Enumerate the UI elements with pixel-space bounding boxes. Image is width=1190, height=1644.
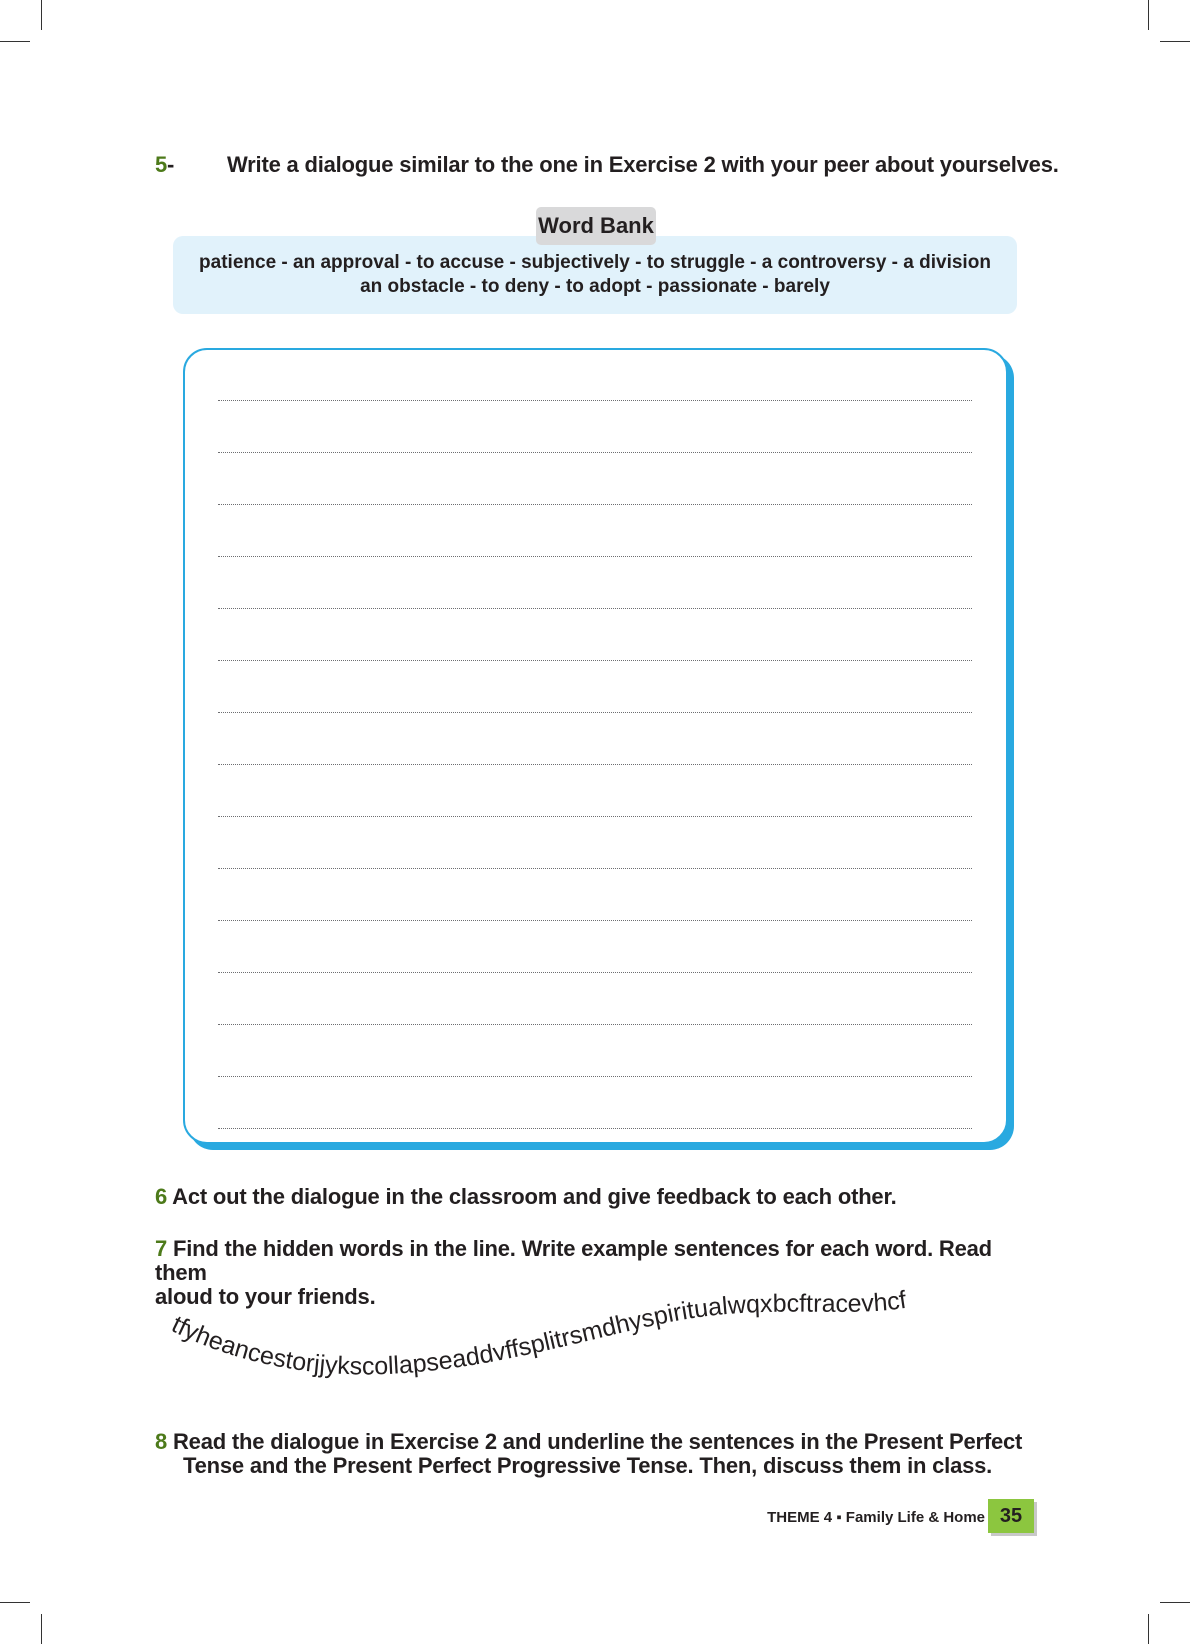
word-bank-line: patience - an approval - to accuse - subjectively - to struggle - a controversy - a division [199, 252, 991, 273]
exercise-number: 6 [155, 1184, 168, 1209]
writing-line[interactable] [218, 556, 972, 557]
writing-line[interactable] [218, 1128, 972, 1129]
writing-line[interactable] [218, 1024, 972, 1025]
writing-line[interactable] [218, 608, 972, 609]
writing-line[interactable] [218, 764, 972, 765]
crop-mark [41, 0, 42, 30]
writing-line[interactable] [218, 920, 972, 921]
exercise-instruction: Find the hidden words in the line. Write example sentences for each word. Read them [155, 1236, 992, 1285]
exercise-6 [155, 1185, 1055, 1209]
writing-area[interactable] [183, 348, 1008, 1144]
exercise-number: 8 [155, 1429, 168, 1454]
exercise-8 [155, 1430, 1035, 1478]
letter-string-text: tfyheancestorjjykscollapseaddvffsplitrsmdhyspiritualwqxbcftracevhcf [167, 1285, 909, 1381]
exercise-5 [155, 152, 1059, 177]
crop-mark [0, 41, 30, 42]
writing-line[interactable] [218, 660, 972, 661]
exercise-dash: - [167, 152, 175, 177]
writing-line[interactable] [218, 868, 972, 869]
writing-line[interactable] [218, 400, 972, 401]
writing-line[interactable] [218, 504, 972, 505]
footer-theme-label: THEME 4 ▪ Family Life & Home [767, 1509, 985, 1526]
writing-line[interactable] [218, 1076, 972, 1077]
word-bank-line: an obstacle - to deny - to adopt - passionate - barely [360, 276, 830, 297]
exercise-instruction: Write a dialogue similar to the one in Exercise 2 with your peer about yourselves. [227, 152, 1059, 177]
exercise-number: 5 [155, 152, 168, 177]
crop-mark [1160, 41, 1190, 42]
exercise-instruction: Act out the dialogue in the classroom and give feedback to each other. [172, 1184, 897, 1209]
crop-mark [1160, 1602, 1190, 1603]
word-bank-title: Word Bank [536, 207, 656, 245]
crop-mark [1148, 0, 1149, 30]
exercise-instruction-continued: aloud to your friends. [155, 1284, 376, 1309]
crop-mark [0, 1602, 30, 1603]
hidden-words-letter-string [150, 1270, 1050, 1430]
page-number: 35 [988, 1499, 1034, 1533]
writing-line[interactable] [218, 972, 972, 973]
writing-line[interactable] [218, 452, 972, 453]
exercise-number: 7 [155, 1236, 168, 1261]
word-bank-box [173, 236, 1017, 314]
exercise-instruction: Read the dialogue in Exercise 2 and underline the sentences in the Present Perfect [172, 1429, 1023, 1454]
crop-mark [1148, 1614, 1149, 1644]
crop-mark [41, 1614, 42, 1644]
writing-line[interactable] [218, 712, 972, 713]
exercise-instruction-continued: Tense and the Present Perfect Progressive Tense. Then, discuss them in class. [183, 1453, 993, 1478]
writing-line[interactable] [218, 816, 972, 817]
